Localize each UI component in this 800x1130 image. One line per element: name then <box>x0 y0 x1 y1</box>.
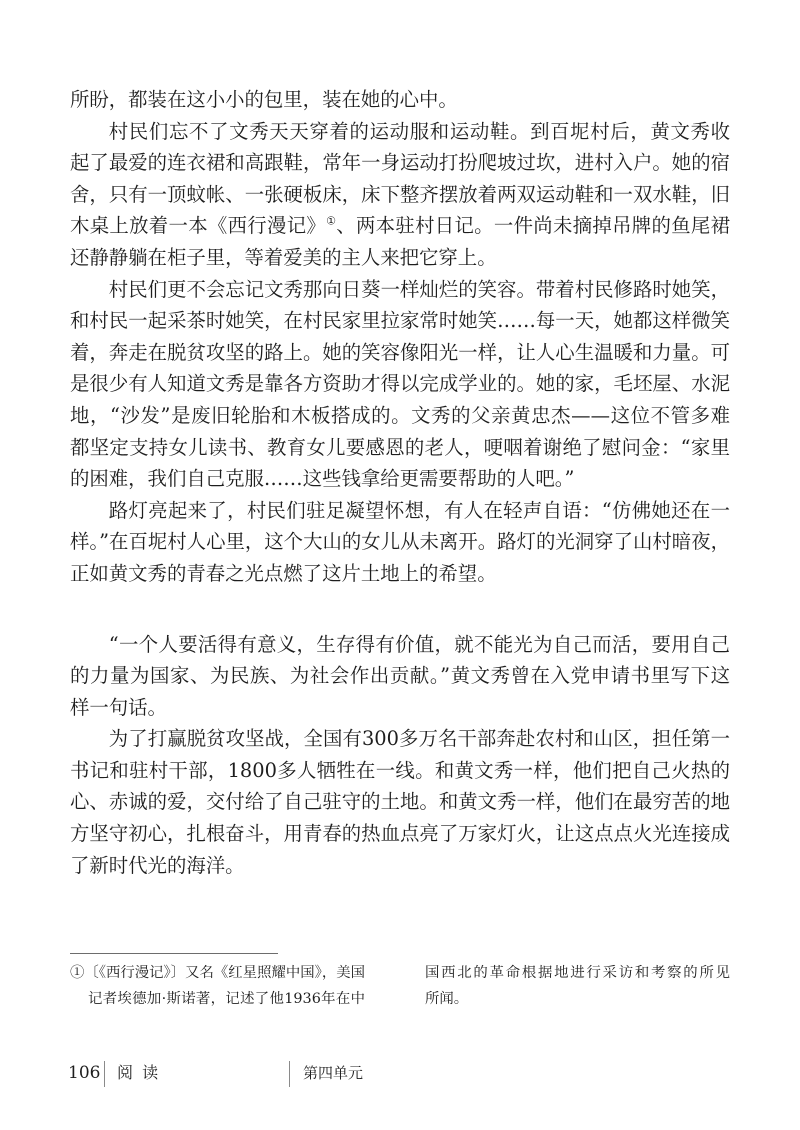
footnotes <box>70 960 730 1012</box>
text-line: 村民们忘不了文秀天天穿着的运动服和运动鞋。到百坭村后，黄文秀收 <box>108 119 730 143</box>
text-line: 方坚守初心，扎根奋斗，用青春的热血点亮了万家灯火，让这点点火光连接成 <box>70 822 730 846</box>
page-footer <box>0 1058 800 1090</box>
text-line: 为了打赢脱贫攻坚战，全国有300多万名干部奔赴农村和山区，担任第一 <box>108 727 730 751</box>
body-text <box>70 84 730 881</box>
text-line: 是很少有人知道文秀是靠各方资助才得以完成学业的。她的家，毛坯屋、水泥 <box>70 372 730 396</box>
paragraph <box>70 116 730 274</box>
unit-label: 第四单元 <box>303 1064 364 1082</box>
text-line: 了新时代光的海洋。 <box>70 853 245 877</box>
text-line: 村民们更不会忘记文秀那向日葵一样灿烂的笑容。带着村民修路时她笑， <box>108 277 730 301</box>
text-line: 还静静躺在柜子里，等着爱美的主人来把它穿上。 <box>70 245 497 269</box>
text-line: 着，奔走在脱贫攻坚的路上。她的笑容像阳光一样，让人心生温暖和力量。可 <box>70 340 730 364</box>
paragraph <box>70 274 730 495</box>
paragraph <box>70 495 730 590</box>
paragraph <box>70 723 730 881</box>
footnote-column <box>70 960 365 1012</box>
text-line: 正如黄文秀的青春之光点燃了这片土地上的希望。 <box>70 561 497 585</box>
text-line <box>70 210 730 242</box>
text-line: 样一句话。 <box>70 695 167 719</box>
text-line: 舍，只有一顶蚊帐、一张硬板床，床下整齐摆放着两双运动鞋和一双水鞋，旧 <box>70 182 730 206</box>
paragraph <box>70 629 730 724</box>
footnote-divider <box>70 953 278 954</box>
text-section <box>70 84 730 590</box>
footnote-column <box>425 960 730 1012</box>
paragraph <box>70 84 730 116</box>
footnote-line: 国西北的革命根据地进行采访和考察的所见 <box>425 965 730 981</box>
footer-separator <box>104 1061 105 1087</box>
text-segment: 木桌上放着一本《西行漫记》 <box>70 214 327 238</box>
text-line: 地，“沙发”是废旧轮胎和木板搭成的。文秀的父亲黄忠杰——这位不管多难 <box>70 403 730 427</box>
footnote-line: 记者埃德加·斯诺著，记述了他1936年在中 <box>88 991 365 1007</box>
text-line: 所盼，都装在这小小的包里，装在她的心中。 <box>70 88 458 111</box>
text-line: 的困难，我们自己克服……这些钱拿给更需要帮助的人吧。” <box>70 467 575 491</box>
text-line: “一个人要活得有意义，生存得有价值，就不能光为自己而活，要用自己 <box>108 632 730 656</box>
footnote-line: 所闻。 <box>425 991 469 1007</box>
text-line: 和村民一起采茶时她笑，在村民家里拉家常时她笑……每一天，她都这样微笑 <box>70 309 730 333</box>
text-line: 心、赤诚的爱，交付给了自己驻守的土地。和黄文秀一样，他们在最穷苦的地 <box>70 790 730 814</box>
footnote-ref-marker: ① <box>326 214 337 228</box>
text-segment: 、两本驻村日记。一件尚未摘掉吊牌的鱼尾裙 <box>336 214 730 238</box>
footer-separator <box>289 1061 290 1087</box>
text-line: 路灯亮起来了，村民们驻足凝望怀想，有人在轻声自语：“仿佛她还在一 <box>108 498 730 522</box>
text-line: 的力量为国家、为民族、为社会作出贡献。”黄文秀曾在入党申请书里写下这 <box>70 664 730 688</box>
text-line: 都坚定支持女儿读书、教育女儿要感恩的老人，哽咽着谢绝了慰问金：“家里 <box>70 435 730 459</box>
text-section <box>70 629 730 882</box>
text-line: 起了最爱的连衣裙和高跟鞋，常年一身运动打扮爬坡过坎，进村入户。她的宿 <box>70 151 730 175</box>
footnote-line: ①〔《西行漫记》〕又名《红星照耀中国》，美国 <box>70 965 365 981</box>
book-section-label: 阅 读 <box>117 1063 161 1082</box>
text-line: 书记和驻村干部，1800多人牺牲在一线。和黄文秀一样，他们把自己火热的 <box>70 758 730 782</box>
text-line: 样。”在百坭村人心里，这个大山的女儿从未离开。路灯的光洞穿了山村暗夜， <box>70 530 730 554</box>
page-number: 106 <box>68 1063 101 1083</box>
